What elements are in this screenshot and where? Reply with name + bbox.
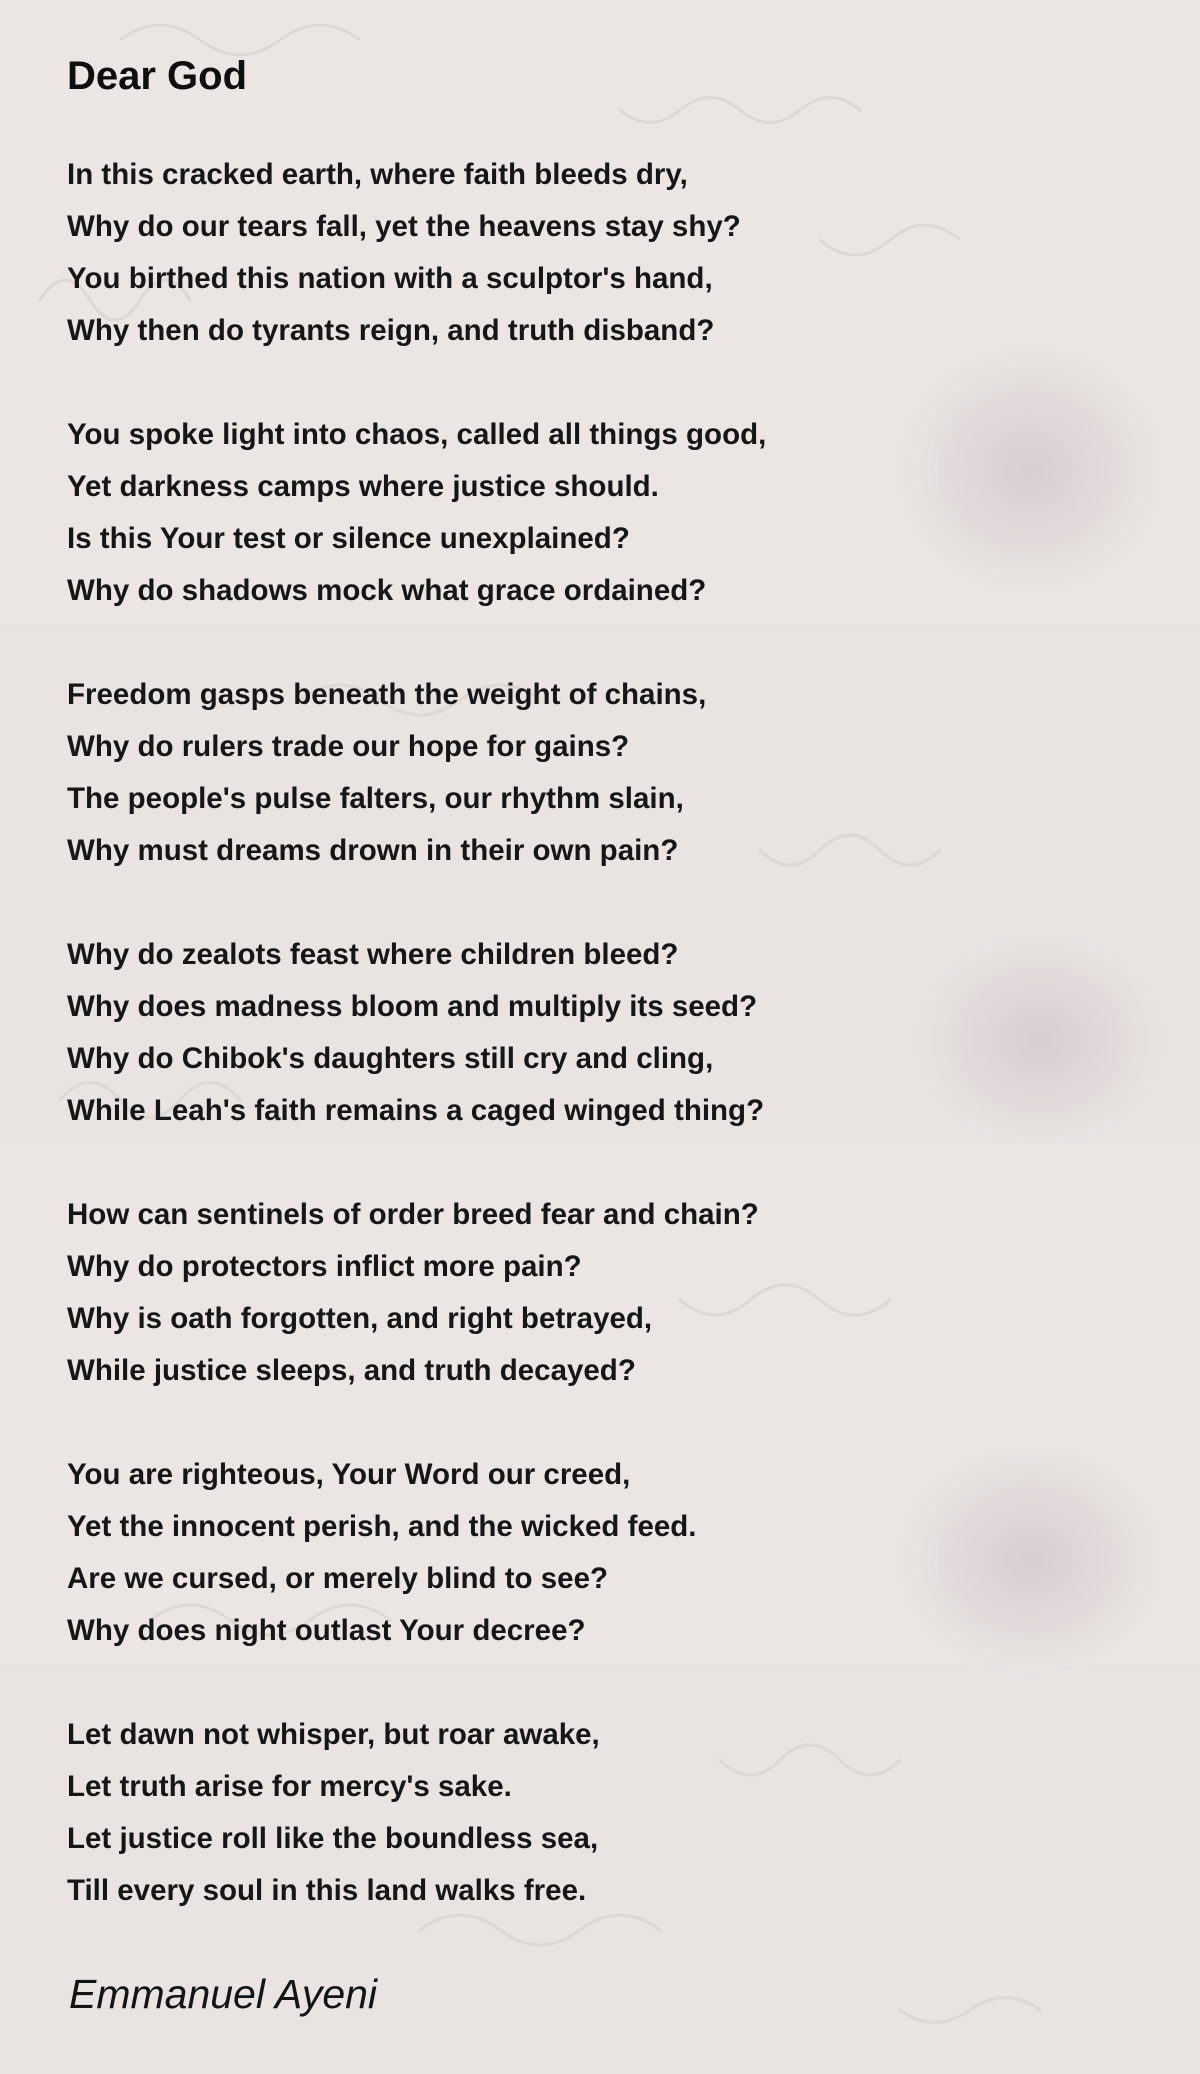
poem-author: Emmanuel Ayeni xyxy=(69,1971,378,2017)
stanza-2 xyxy=(67,409,1147,617)
poem-line: Why do our tears fall, yet the heavens stay shy? xyxy=(67,210,741,243)
poem-line: The people's pulse falters, our rhythm slain, xyxy=(67,782,684,815)
poem-line: Why then do tyrants reign, and truth disband? xyxy=(67,314,715,347)
poem-line: Is this Your test or silence unexplained? xyxy=(67,522,630,555)
poem-line: Till every soul in this land walks free. xyxy=(67,1874,587,1907)
stanza-4 xyxy=(67,929,1147,1137)
poem-line: You are righteous, Your Word our creed, xyxy=(67,1458,631,1491)
poem-line: In this cracked earth, where faith bleeds dry, xyxy=(67,158,688,191)
poem-line: While Leah's faith remains a caged winged thing? xyxy=(67,1094,765,1127)
poem-line: Yet the innocent perish, and the wicked feed. xyxy=(67,1510,697,1543)
poem-line: Yet darkness camps where justice should. xyxy=(67,470,659,503)
poem-line: While justice sleeps, and truth decayed? xyxy=(67,1354,636,1387)
poem-line: Why must dreams drown in their own pain? xyxy=(67,834,679,867)
poem-line: Let justice roll like the boundless sea, xyxy=(67,1822,599,1855)
poem-line: Let truth arise for mercy's sake. xyxy=(67,1770,512,1803)
poem-line: You birthed this nation with a sculptor's hand, xyxy=(67,262,713,295)
poem-line: Why do rulers trade our hope for gains? xyxy=(67,730,630,763)
poem-line: Why do protectors inflict more pain? xyxy=(67,1250,582,1283)
poem-line: Freedom gasps beneath the weight of chains, xyxy=(67,678,707,711)
poem-title: Dear God xyxy=(67,54,248,98)
poem-line: Why do Chibok's daughters still cry and cling, xyxy=(67,1042,714,1075)
poem-line: Are we cursed, or merely blind to see? xyxy=(67,1562,609,1595)
poem-line: Why does madness bloom and multiply its seed? xyxy=(67,990,758,1023)
poem-line: Let dawn not whisper, but roar awake, xyxy=(67,1718,600,1751)
stanza-6 xyxy=(67,1449,1147,1657)
poem-line: Why does night outlast Your decree? xyxy=(67,1614,586,1647)
stanza-1 xyxy=(67,149,1147,357)
poem-line: Why do shadows mock what grace ordained? xyxy=(67,574,707,607)
stanza-3 xyxy=(67,669,1147,877)
poem-line: You spoke light into chaos, called all things good, xyxy=(67,418,767,451)
stanza-5 xyxy=(67,1189,1147,1397)
poem-body xyxy=(67,149,1147,1969)
poem-line: How can sentinels of order breed fear and chain? xyxy=(67,1198,759,1231)
stanza-7 xyxy=(67,1709,1147,1917)
poem-line: Why is oath forgotten, and right betrayed, xyxy=(67,1302,653,1335)
poem-line: Why do zealots feast where children bleed? xyxy=(67,938,679,971)
